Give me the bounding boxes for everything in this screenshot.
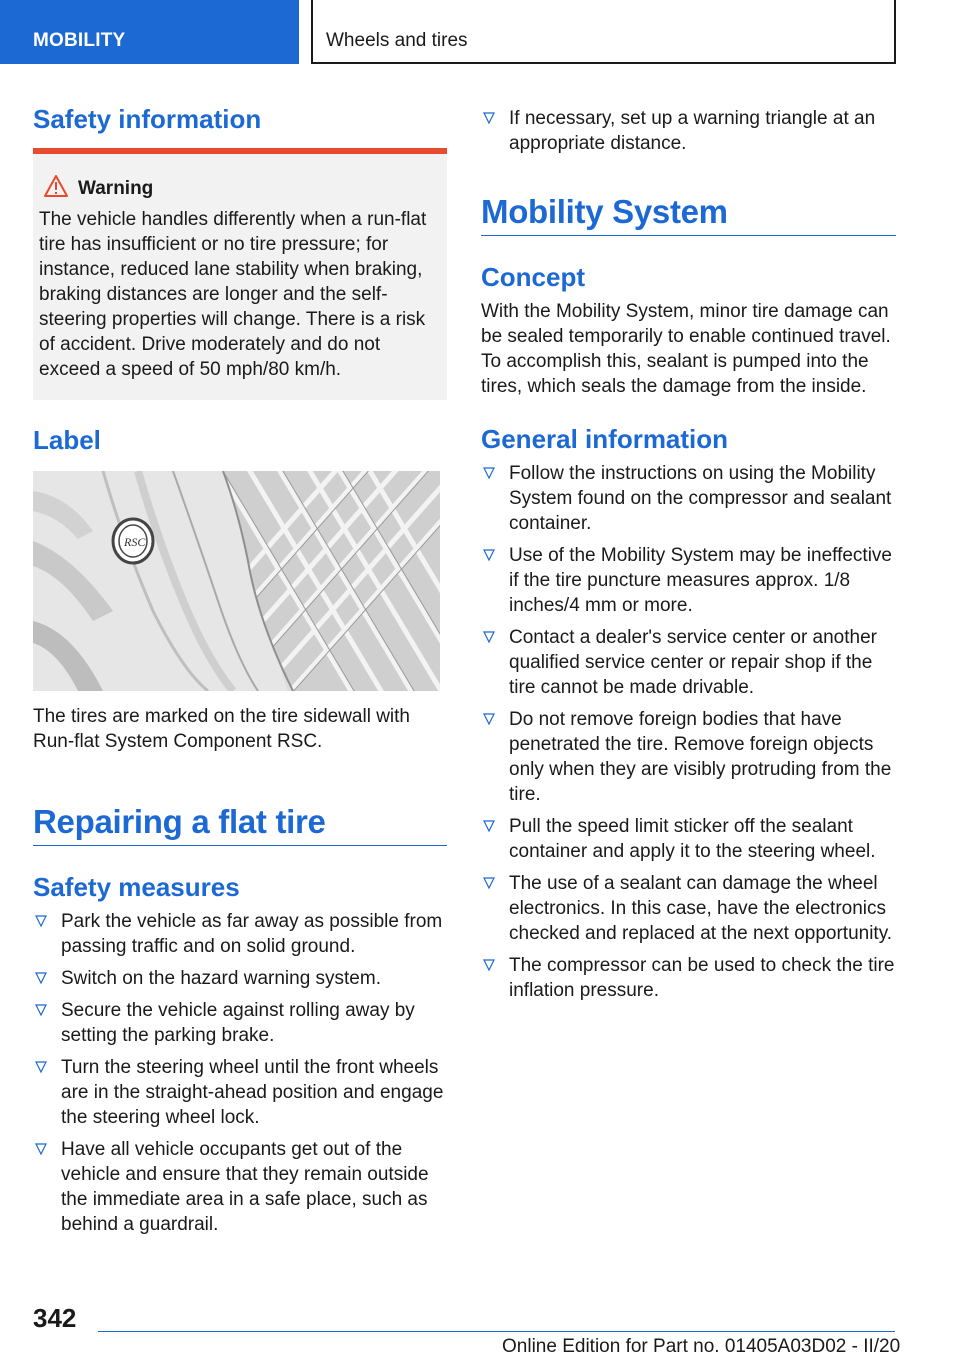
heading-rule — [33, 845, 447, 846]
triangle-bullet-icon — [34, 1142, 48, 1156]
mobility-system-heading: Mobility System — [481, 193, 728, 230]
section-tab-label: MOBILITY — [33, 30, 126, 51]
rsc-logo — [113, 519, 153, 563]
list-item: Have all vehicle occupants get out of the vehicle and ensure that they remain outside the immediate area in a safe place, such as behind a guardrail. — [33, 1137, 447, 1237]
general-information-list — [481, 461, 896, 1003]
list-item: If necessary, set up a warning triangle at an appropriate distance. — [481, 106, 896, 156]
warning-title: Warning — [78, 178, 154, 199]
triangle-bullet-icon — [34, 1003, 48, 1017]
triangle-bullet-icon — [482, 466, 496, 480]
svg-text:RSC: RSC — [124, 535, 146, 549]
warning-text: The vehicle handles differently when a run-flat tire has insufficient or no tire pressure; for instance, reduced lane stability when braking, braking distances are longer and the self-steering properties will change. There is a risk of accident. Drive moderately and do not exceed a speed of 50 mph/80 km/h. — [39, 209, 427, 380]
triangle-bullet-icon — [482, 548, 496, 562]
triangle-bullet-icon — [34, 971, 48, 985]
page-number: 342 — [33, 1303, 77, 1333]
general-information-heading: General information — [481, 424, 729, 454]
footer-rule — [98, 1331, 895, 1332]
triangle-bullet-icon — [482, 876, 496, 890]
triangle-bullet-icon — [482, 630, 496, 644]
list-item: Turn the steering wheel until the front wheels are in the straight-ahead position and engage the steering wheel lock. — [33, 1055, 447, 1130]
label-description: The tires are marked on the tire sidewall with Run-flat System Component RSC. — [33, 706, 410, 752]
triangle-bullet-icon — [482, 819, 496, 833]
concept-heading: Concept — [481, 262, 585, 292]
repairing-flat-tire-heading: Repairing a flat tire — [33, 803, 326, 840]
triangle-bullet-icon — [482, 958, 496, 972]
safety-measures-heading: Safety measures — [33, 872, 240, 902]
edition-text: Online Edition for Part no. 01405A03D02 - II/20 — [502, 1336, 901, 1357]
triangle-bullet-icon — [34, 1060, 48, 1074]
list-item: The use of a sealant can damage the wheel electronics. In this case, have the electronics checked and replaced at the next opportunity. — [481, 871, 896, 946]
list-item: Switch on the hazard warning system. — [33, 966, 447, 991]
list-item: Use of the Mobility System may be ineffective if the tire puncture measures approx. 1/8 inches/4 mm or more. — [481, 543, 896, 618]
safety-measures-list — [33, 909, 447, 1237]
triangle-bullet-icon — [482, 712, 496, 726]
list-item: Pull the speed limit sticker off the sealant container and apply it to the steering wheel. — [481, 814, 896, 864]
triangle-bullet-icon — [34, 914, 48, 928]
chapter-header — [311, 0, 896, 64]
list-item: Secure the vehicle against rolling away by setting the parking brake. — [33, 998, 447, 1048]
triangle-bullet-icon — [482, 111, 496, 125]
list-item: Do not remove foreign bodies that have penetrated the tire. Remove foreign objects only when they are visibly protruding from the tire. — [481, 707, 896, 807]
label-heading: Label — [33, 425, 101, 455]
warning-icon — [43, 174, 69, 198]
section-tab — [0, 0, 299, 64]
heading-rule — [481, 235, 896, 236]
warning-box — [33, 148, 447, 400]
tire-sidewall-image — [33, 471, 440, 691]
list-item: Follow the instructions on using the Mobility System found on the compressor and sealant container. — [481, 461, 896, 536]
chapter-title: Wheels and tires — [326, 30, 468, 51]
list-item: Park the vehicle as far away as possible from passing traffic and on solid ground. — [33, 909, 447, 959]
concept-text: With the Mobility System, minor tire damage can be sealed temporarily to enable continued travel. To accomplish this, sealant is pumped into the tires, which seals the damage from the inside. — [481, 301, 891, 397]
continued-list — [481, 106, 896, 156]
safety-information-heading: Safety information — [33, 104, 262, 134]
list-item: Contact a dealer's service center or another qualified service center or repair shop if the tire cannot be made drivable. — [481, 625, 896, 700]
list-item: The compressor can be used to check the tire inflation pressure. — [481, 953, 896, 1003]
